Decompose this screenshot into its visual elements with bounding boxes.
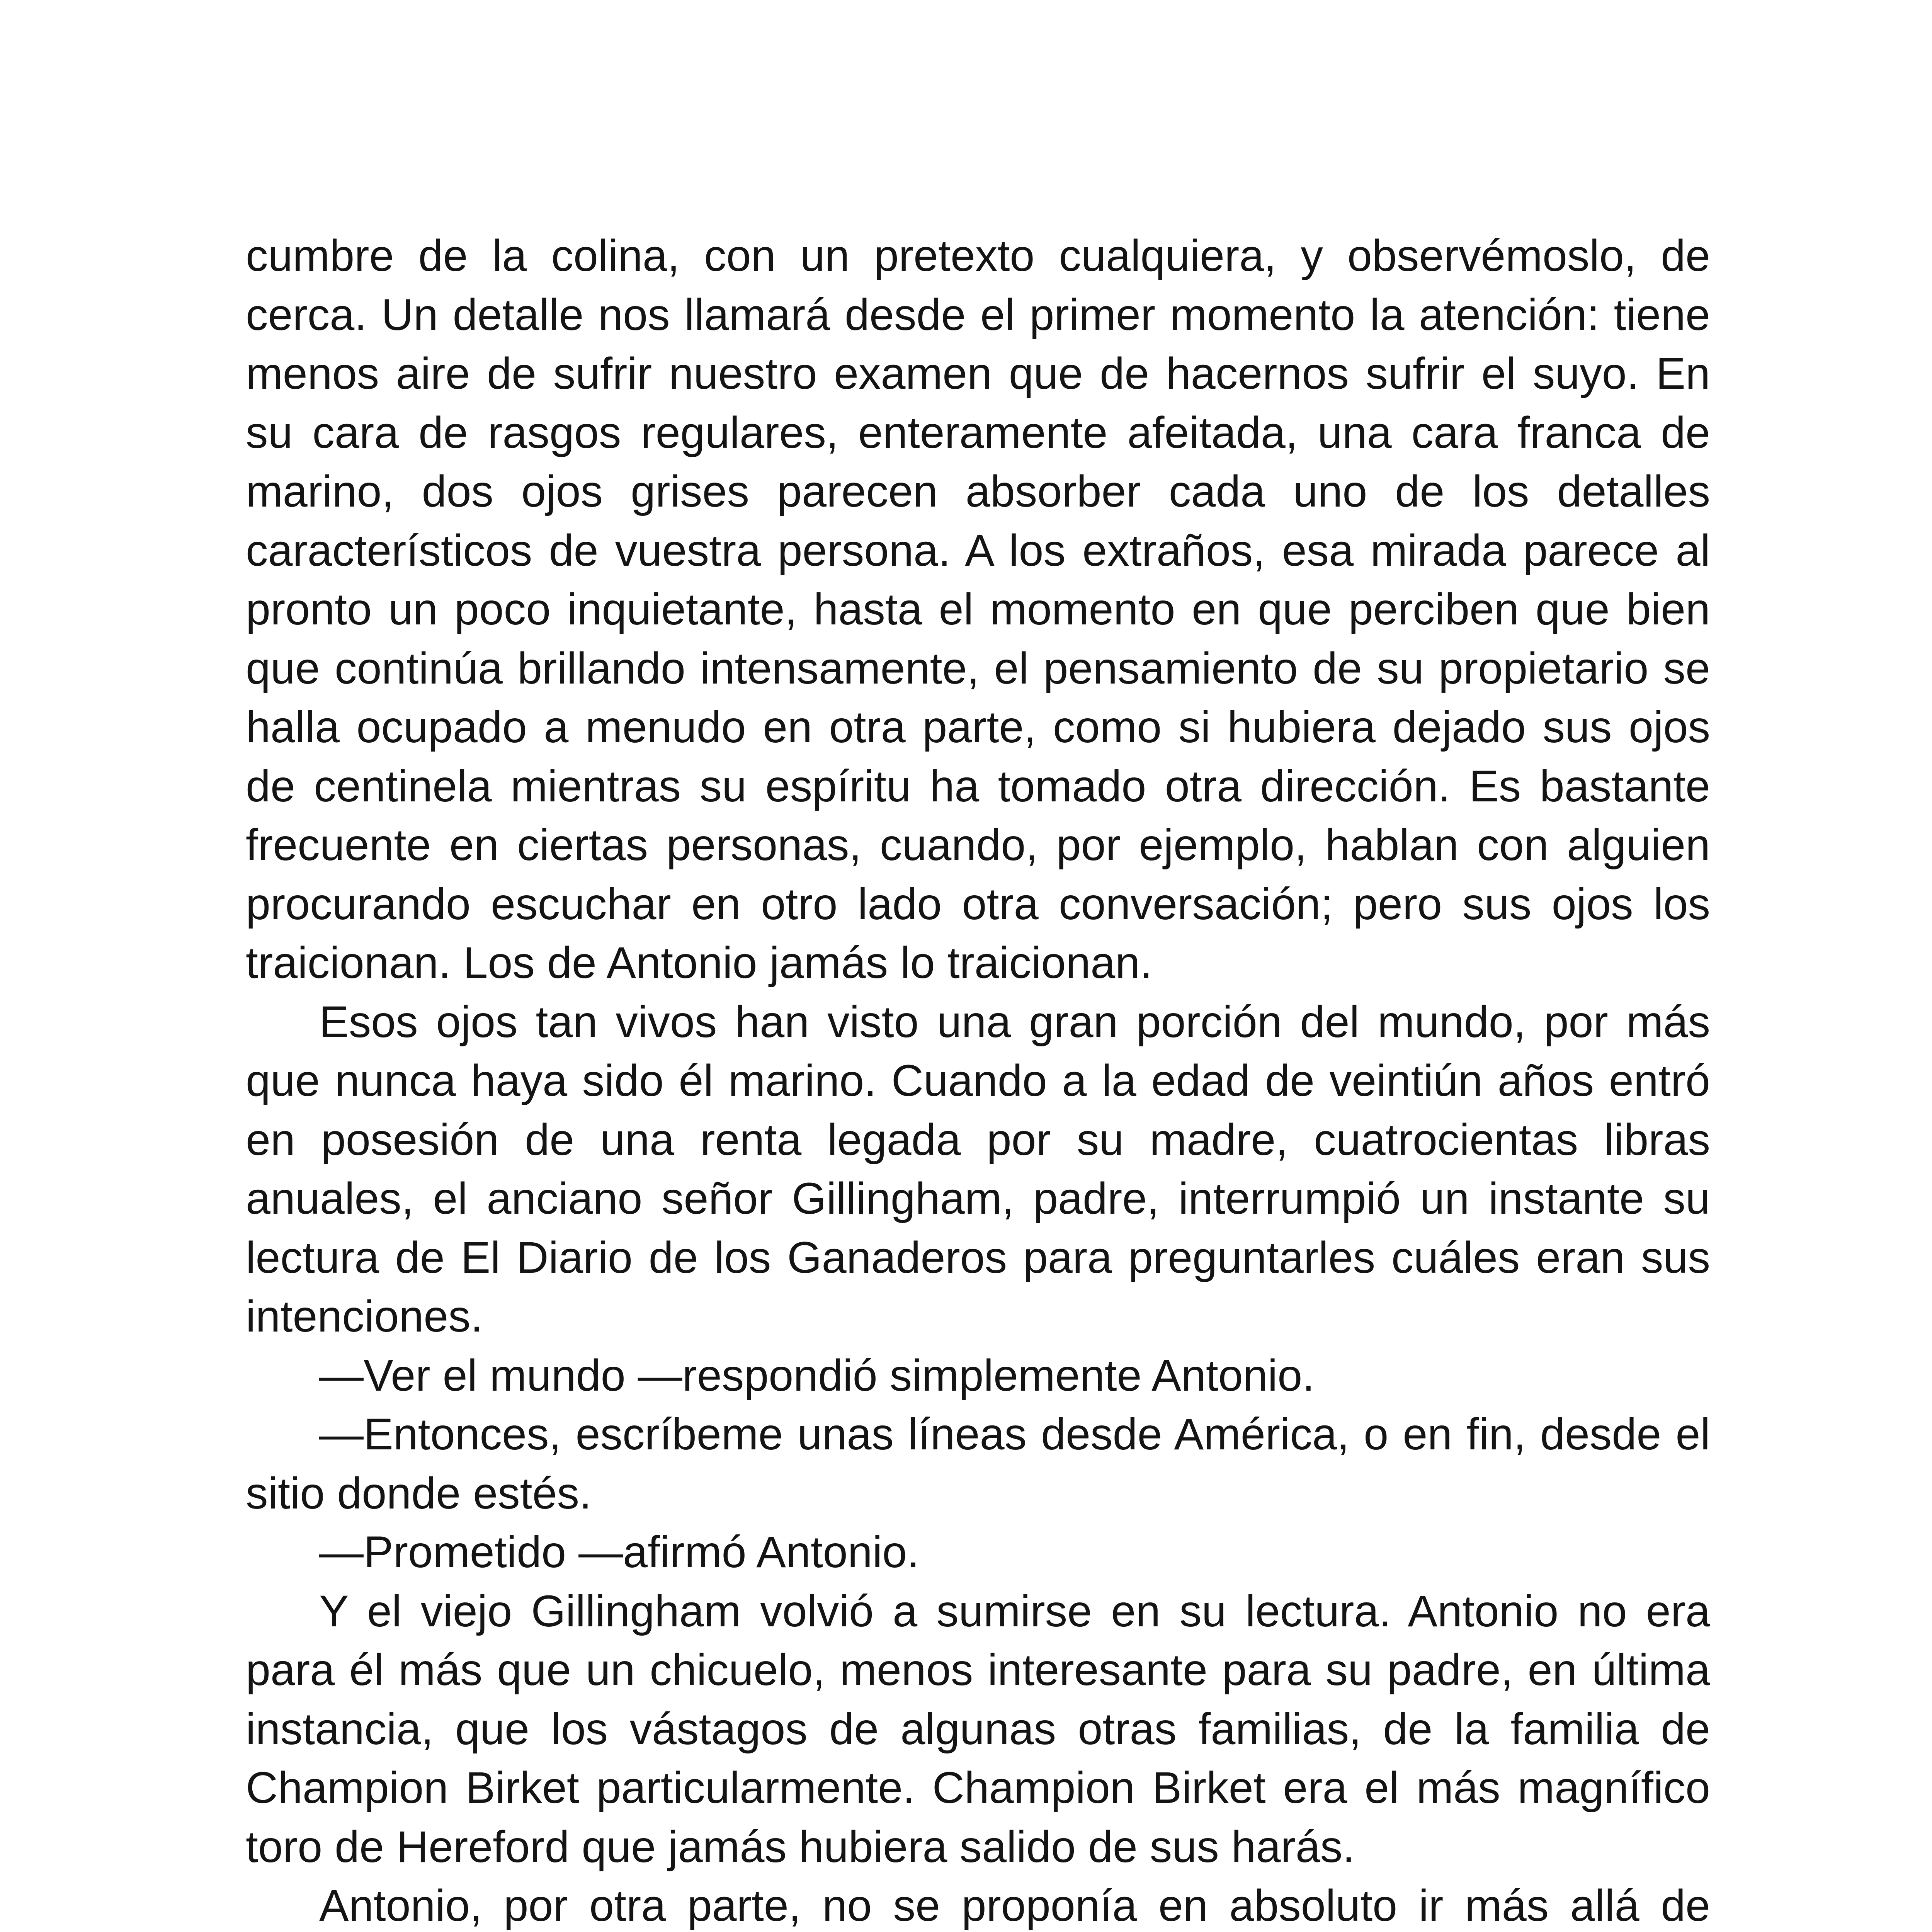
- dialogue-line-2: —Entonces, escríbeme unas líneas desde América, o en fin, desde el sitio donde estés.: [246, 1410, 1710, 1518]
- body-text: [246, 226, 1710, 1932]
- paragraph-6: Y el viejo Gillingham volvió a sumirse en su lectura. Antonio no era para él más que un chicuelo, menos interesante para su padre, en última instancia, que los vástagos de algunas otras familias, de la familia de Champion Birket particularmente. Champion Birket era el más magnífico toro de Hereford que jamás hubiera salido de sus harás.: [246, 1586, 1710, 1872]
- dialogue-line-3: —Prometido —afirmó Antonio.: [319, 1527, 920, 1577]
- paragraph-2: Esos ojos tan vivos han visto una gran porción del mundo, por más que nunca haya sido él marino. Cuando a la edad de veintiún años entró en posesión de una renta legada por su madre, cuatrocientas libras anuales, el anciano señor Gillingham, padre, interrumpió un instante su lectura de El Diario de los Ganaderos para preguntarles cuáles eran sus intenciones.: [246, 997, 1710, 1341]
- paragraph-1: cumbre de la colina, con un pretexto cualquiera, y observémoslo, de cerca. Un detalle nos llamará desde el primer momento la atención: tiene menos aire de sufrir nuestro examen que de hacernos sufrir el suyo. En su cara de rasgos regulares, enteramente afeitada, una cara franca de marino, dos ojos grises parecen absorber cada uno de los detalles característicos de vuestra persona. A los extraños, esa mirada parece al pronto un poco inquietante, hasta el momento en que perciben que bien que continúa brillando intensamente, el pensamiento de su propietario se halla ocupado a menudo en otra parte, como si hubiera dejado sus ojos de centinela mientras su espíritu ha tomado otra dirección. Es bastante frecuente en ciertas personas, cuando, por ejemplo, hablan con alguien procurando escuchar en otro lado otra conversación; pero sus ojos los traicionan. Los de Antonio jamás lo traicionan.: [246, 231, 1710, 988]
- paragraph-7: Antonio, por otra parte, no se proponía en absoluto ir más allá de: [319, 1881, 1710, 1930]
- dialogue-line-1: —Ver el mundo —respondió simplemente Antonio.: [319, 1350, 1315, 1400]
